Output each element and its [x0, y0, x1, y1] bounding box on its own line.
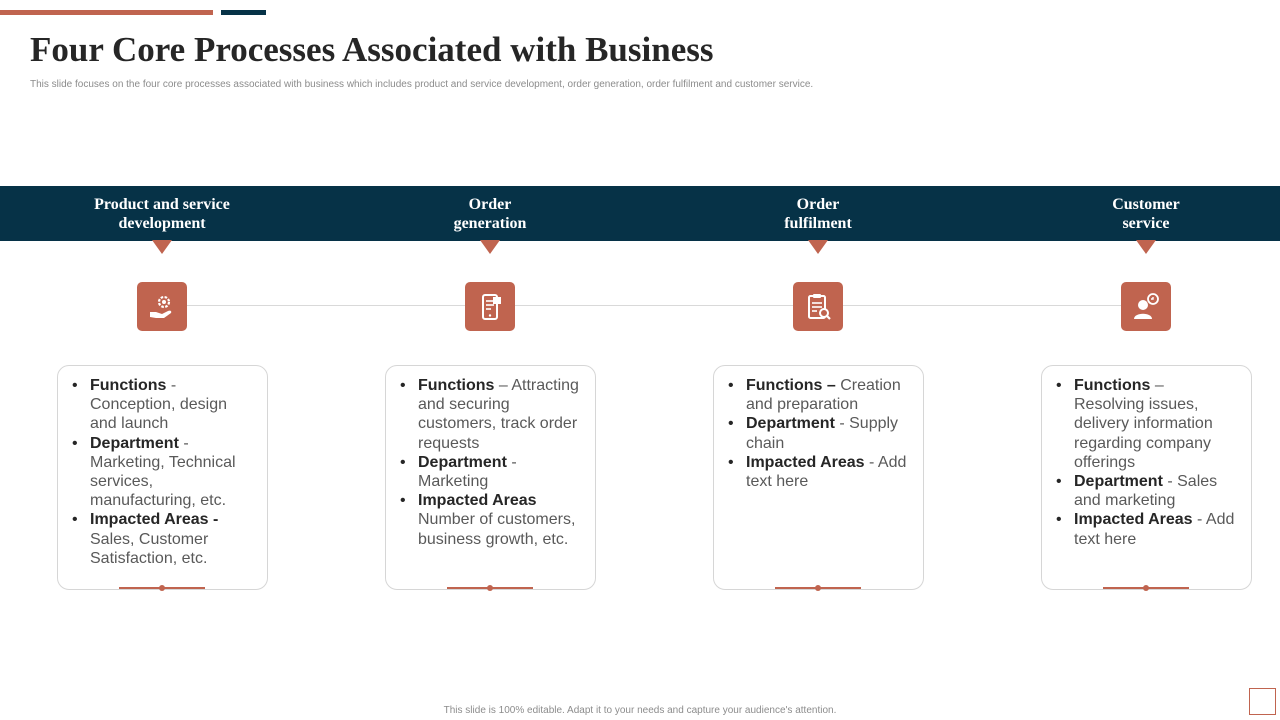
list-item: • Functions – Resolving issues, delivery information regarding company offerings	[1074, 376, 1237, 472]
hand-gear-icon	[146, 291, 178, 323]
column-heading-line1: Product and service	[94, 196, 230, 213]
list-item: • Impacted Areas Number of customers, business growth, etc.	[418, 491, 581, 549]
list-item: • Department - Marketing	[418, 453, 581, 491]
column-heading-product-development	[52, 195, 272, 233]
order-generation-icon-box	[465, 282, 515, 331]
product-development-icon-box	[137, 282, 187, 331]
column-pointer	[808, 240, 828, 254]
list-item: • Department - Supply chain	[746, 414, 909, 452]
top-accent-bar-navy	[221, 10, 266, 15]
list-item: • Department - Marketing, Technical services, manufacturing, etc.	[90, 434, 253, 511]
list-item: • Impacted Areas - Add text here	[1074, 510, 1237, 548]
card-accent-dot	[487, 585, 493, 591]
list-item: • Functions - Conception, design and launch	[90, 376, 253, 434]
mobile-order-icon	[474, 291, 506, 323]
column-heading-line1: Order	[468, 196, 512, 213]
clipboard-search-icon	[802, 291, 834, 323]
corner-decoration	[1249, 688, 1276, 715]
column-heading-order-generation	[380, 195, 600, 233]
card-accent-dot	[815, 585, 821, 591]
process-card-product-development	[57, 365, 268, 590]
column-heading-line2: development	[118, 215, 206, 232]
column-pointer	[1136, 240, 1156, 254]
column-heading-line2: service	[1122, 215, 1170, 232]
top-accent-bar-red	[0, 10, 213, 15]
card-accent-dot	[1143, 585, 1149, 591]
page-title: Four Core Processes Associated with Business	[30, 30, 714, 69]
page-subtitle: This slide focuses on the four core processes associated with business which includes product and service development, order generation, order fulfilment and customer service.	[30, 79, 814, 90]
process-card-order-generation	[385, 365, 596, 590]
order-fulfilment-icon-box	[793, 282, 843, 331]
icon-connector-line	[162, 305, 1146, 306]
process-card-order-fulfilment	[713, 365, 924, 590]
card-accent-dot	[159, 585, 165, 591]
process-card-customer-service	[1041, 365, 1252, 590]
column-pointer	[152, 240, 172, 254]
column-heading-line1: Order	[796, 196, 840, 213]
column-pointer	[480, 240, 500, 254]
footer-note: This slide is 100% editable. Adapt it to your needs and capture your audience's attention.	[443, 705, 837, 716]
list-item: • Impacted Areas - Add text here	[746, 453, 909, 491]
list-item: • Functions – Attracting and securing customers, track order requests	[418, 376, 581, 453]
column-heading-line1: Customer	[1112, 196, 1180, 213]
column-heading-line2: generation	[453, 215, 527, 232]
column-heading-line2: fulfilment	[784, 215, 852, 232]
customer-support-icon	[1130, 291, 1162, 323]
list-item: • Department - Sales and marketing	[1074, 472, 1237, 510]
column-heading-order-fulfilment	[708, 195, 928, 233]
list-item: • Functions – Creation and preparation	[746, 376, 909, 414]
customer-service-icon-box	[1121, 282, 1171, 331]
column-heading-customer-service	[1036, 195, 1256, 233]
list-item: • Impacted Areas - Sales, Customer Satisfaction, etc.	[90, 510, 253, 568]
